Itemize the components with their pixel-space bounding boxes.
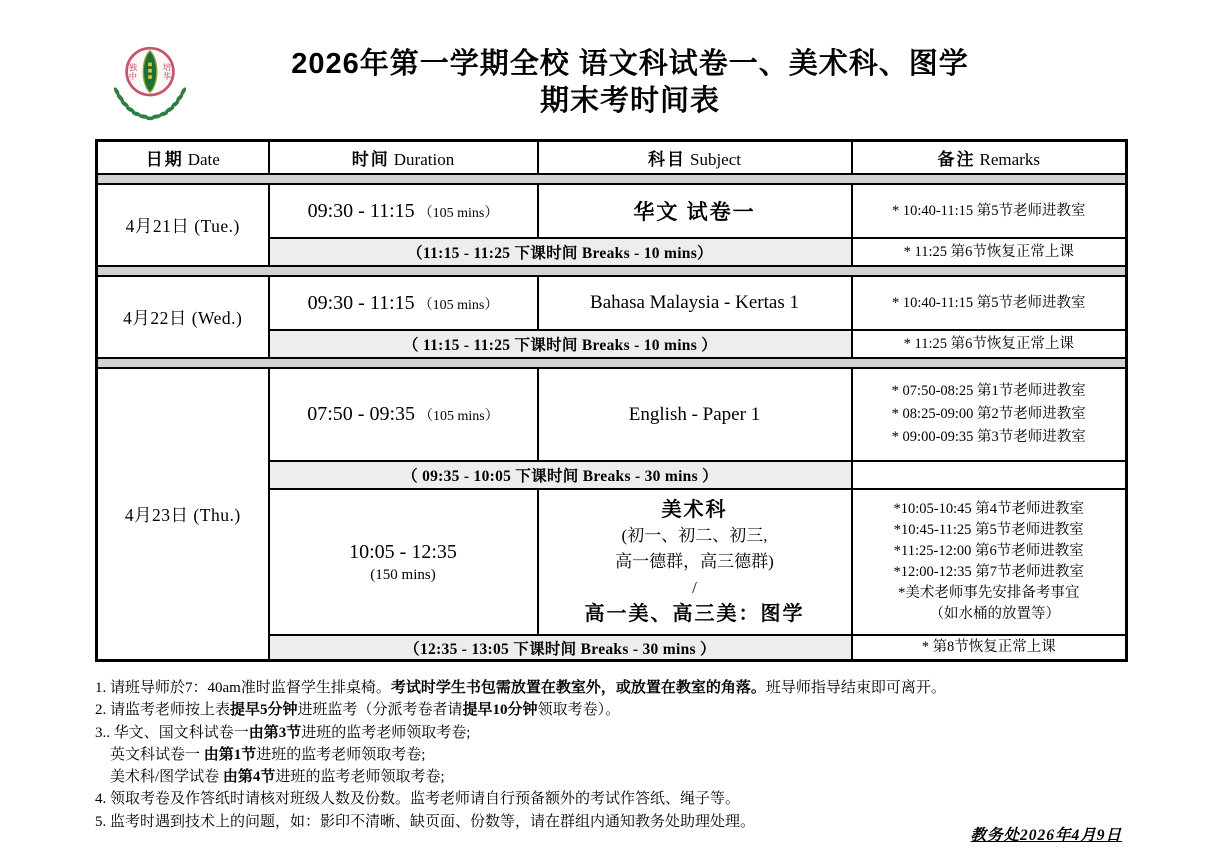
day1-break-text: （11:15 - 11:25 下课时间 Breaks - 10 mins） (269, 238, 852, 266)
day3-date: 4月23日 (Thu.) (97, 368, 269, 661)
day1-break-remark: * 11:25 第6节恢复正常上课 (852, 238, 1127, 266)
day1-exam-row (97, 184, 1127, 238)
remark-line: （如水桶的放置等） (929, 606, 1060, 622)
footer-notes (95, 677, 1135, 833)
header-remarks-zh: 备注 (937, 150, 976, 169)
day3-break1-text: （ 09:35 - 10:05 下课时间 Breaks - 30 mins ） (269, 461, 852, 489)
remark-line: *10:45-11:25 第5节老师进教室 (893, 522, 1084, 538)
day2-exam-row (97, 276, 1127, 330)
separator-band (97, 358, 1127, 368)
note-2: 2. 请监考老师按上表提早5分钟进班监考（分派考卷者请提早10分钟领取考卷）。 (95, 702, 621, 719)
table-header-row (97, 141, 1127, 175)
header-date-en: Date (187, 150, 220, 169)
subject-line: 高一德群，高三德群) (615, 552, 774, 571)
issuer-signature: 教务处2026年4月9日 (970, 827, 1122, 844)
day2-time (269, 276, 538, 330)
note-3c: 美术科/图学试卷 由第4节进班的监考老师领取考卷; (110, 769, 445, 786)
day3-exam1-remarks (852, 368, 1127, 461)
day3-exam1-time (269, 368, 538, 461)
separator-band (97, 174, 1127, 184)
header-duration-zh: 时间 (351, 150, 390, 169)
subject-line: 美术科 (661, 499, 728, 521)
day1-subject: 华文 试卷一 (538, 184, 852, 238)
header-subject (538, 141, 852, 175)
page-title-line2: 期末考时间表 (539, 85, 720, 117)
day3-exam1-subject: English - Paper 1 (538, 368, 852, 461)
note-1: 1. 请班导师於7：40am准时监督学生排桌椅。考试时学生书包需放置在教室外，或放置在教室的角落。班导师指导结束即可离开。 (95, 680, 946, 696)
header-subject-en: Subject (690, 150, 741, 169)
day3-break1-remark (852, 461, 1127, 489)
svg-text:华: 华 (163, 71, 172, 81)
day2-time-range: 09:30 - 11:15 (307, 291, 415, 314)
remark-line: *美术老师事先安排备考事宜 (898, 585, 1080, 601)
header-subject-zh: 科目 (648, 150, 686, 169)
day2-break-text: （ 11:15 - 11:25 下课时间 Breaks - 10 mins ） (269, 330, 852, 358)
day3-exam2-time-duration: (150 mins) (370, 566, 436, 583)
day3-exam2-remarks (852, 489, 1127, 635)
day3-exam1-row (97, 368, 1127, 461)
header-date-zh: 日期 (145, 150, 184, 169)
header-duration (269, 141, 538, 175)
day2-time-duration: （105 mins） (418, 297, 499, 313)
day2-subject: Bahasa Malaysia - Kertas 1 (538, 276, 852, 330)
page-title (40, 46, 1220, 120)
day3-exam2-subject (538, 489, 852, 635)
header-remarks (852, 141, 1127, 175)
separator-band (97, 266, 1127, 276)
subject-line: / (692, 578, 697, 597)
note-3b: 英文科试卷一 由第1节进班的监考老师领取考卷; (110, 746, 426, 763)
day3-break2-remark: * 第8节恢复正常上课 (852, 635, 1127, 661)
svg-text:中: 中 (128, 71, 137, 81)
header-remarks-en: Remarks (979, 150, 1040, 169)
day1-exam-remark: * 10:40-11:15 第5节老师进教室 (852, 184, 1127, 238)
subject-line: 高一美、高三美：图学 (584, 603, 805, 625)
note-4: 4. 领取考卷及作答纸时请核对班级人数及份数。监考老师请自行预备额外的考试作答纸、绳子等。 (95, 791, 741, 808)
remark-line: *11:25-12:00 第6节老师进教室 (893, 543, 1084, 559)
remark-line: *12:00-12:35 第7节老师进教室 (893, 564, 1084, 580)
remark-line: *10:05-10:45 第4节老师进教室 (893, 501, 1084, 517)
day2-exam-remark: * 10:40-11:15 第5节老师进教室 (852, 276, 1127, 330)
day2-break-remark: * 11:25 第6节恢复正常上课 (852, 330, 1127, 358)
note-3: 3.. 华文、国文科试卷一由第3节进班的监考老师领取考卷; (95, 724, 471, 741)
day3-exam1-time-duration: （105 mins） (419, 409, 499, 424)
remark-line: * 07:50-08:25 第1节老师进教室 (891, 383, 1086, 399)
day1-time-range: 09:30 - 11:15 (307, 199, 415, 222)
svg-text:培: 培 (163, 62, 172, 72)
svg-text:独: 独 (128, 62, 137, 72)
day2-date: 4月22日 (Wed.) (97, 276, 269, 358)
exam-timetable (95, 139, 1128, 662)
note-5: 5. 监考时遇到技术上的问题，如：影印不清晰、缺页面、份数等，请在群组内通知教务处助理处理。 (95, 813, 756, 830)
day1-time-duration: （105 mins） (418, 205, 499, 221)
page-title-line1: 2026年第一学期全校 语文科试卷一、美术科、图学 (291, 48, 969, 80)
day3-break2-text: （12:35 - 13:05 下课时间 Breaks - 30 mins ） (269, 635, 852, 661)
day3-exam2-time-range: 10:05 - 12:35 (349, 540, 457, 563)
day1-time (269, 184, 538, 238)
subject-line: (初一、初二、初三, (621, 526, 768, 545)
header-date (97, 141, 269, 175)
remark-line: * 09:00-09:35 第3节老师进教室 (891, 429, 1086, 445)
remark-line: * 08:25-09:00 第2节老师进教室 (891, 406, 1086, 422)
header-duration-en: Duration (393, 150, 455, 169)
day1-date: 4月21日 (Tue.) (97, 184, 269, 266)
day3-exam2-time (269, 489, 538, 635)
day3-exam1-time-range: 07:50 - 09:35 (307, 403, 416, 425)
